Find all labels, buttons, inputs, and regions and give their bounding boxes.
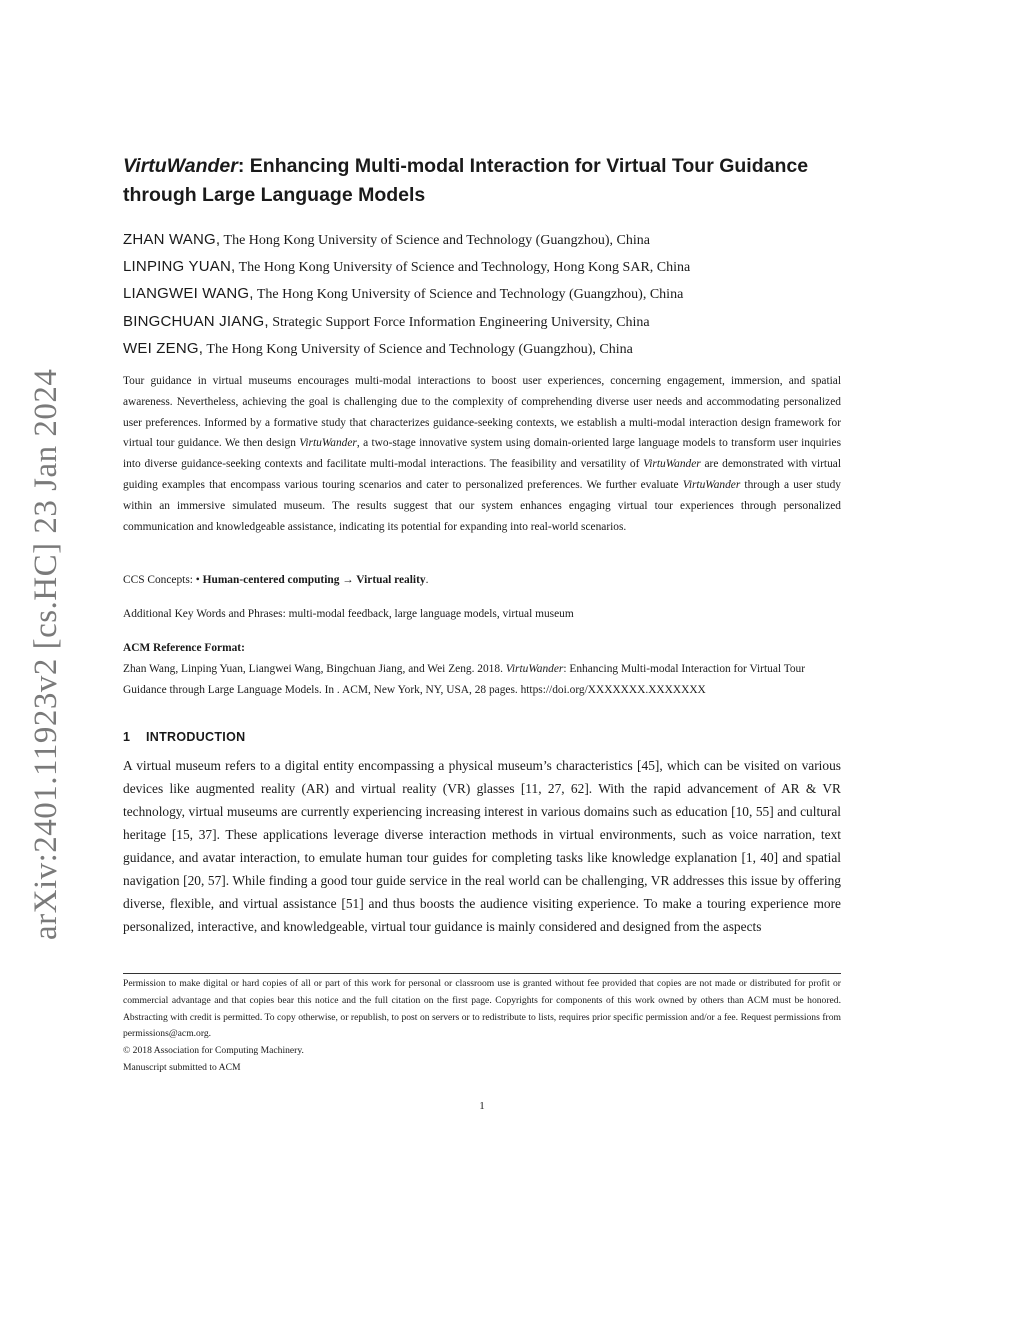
acm-reference-rest: : Enhancing Multi-modal Interaction for Virtual Tour Guidance through Large Language Models. In . ACM, New York, NY, USA, 28 pages. https://doi.org/XXXXXXX.XXXXXXX (123, 662, 806, 696)
author-affiliation: The Hong Kong University of Science and Technology (Guangzhou), China (220, 233, 650, 248)
ccs-end: . (425, 574, 429, 586)
author-affiliation: Strategic Support Force Information Engineering University, China (268, 314, 650, 330)
section-title: INTRODUCTION (146, 730, 246, 744)
abstract-text: are demonstrated with virtual guiding examples that encompass various touring scenarios and cater to personalized preferences. We further evaluate (123, 458, 841, 491)
ccs-concepts (123, 570, 841, 591)
abstract-paragraph (123, 371, 841, 537)
title-rest: : Enhancing Multi-modal Interaction for Virtual Tour Guidance through Large Language Models (123, 155, 809, 206)
section-heading-introduction (123, 727, 245, 747)
ccs-concept: Human-centered computing → Virtual reality (202, 574, 426, 586)
acm-reference-text (123, 659, 841, 701)
manuscript-notice: Manuscript submitted to ACM (123, 1061, 241, 1073)
abstract-text: through a user study within an immersive simulated museum. The results suggest that our system enhances engaging virtual tour experiences through personalized communication and knowledgeable assistance, indicating its potential for expanding into real-world scenarios. (123, 478, 841, 533)
author-name: LIANGWEI WANG, (123, 285, 254, 303)
author-name: ZHAN WANG, (123, 231, 221, 248)
author-entry (123, 253, 841, 280)
author-entry (123, 308, 841, 335)
author-name: LINPING YUAN, (123, 258, 236, 276)
ccs-label: CCS Concepts: • (123, 574, 203, 586)
author-affiliation: The Hong Kong University of Science and Technology (Guangzhou), China (203, 341, 633, 357)
acm-reference-system-name: VirtuWander (505, 662, 564, 675)
author-name: BINGCHUAN JIANG, (123, 312, 269, 330)
footnote-divider (123, 973, 841, 974)
abstract-system-name: VirtuWander (682, 478, 741, 491)
acm-reference-heading: ACM Reference Format: (123, 642, 245, 654)
footnote-block (123, 976, 841, 1077)
author-affiliation: The Hong Kong University of Science and Technology, Hong Kong SAR, China (235, 260, 691, 276)
acm-reference-format (123, 638, 841, 700)
section-number: 1 (123, 730, 131, 744)
author-list (123, 226, 841, 362)
abstract-system-name: VirtuWander (299, 437, 357, 450)
author-name: WEI ZENG, (123, 339, 204, 357)
arxiv-identifier-stamp: arXiv:2401.11923v2 [cs.HC] 23 Jan 2024 (28, 368, 64, 940)
author-entry (123, 335, 841, 362)
keywords: Additional Key Words and Phrases: multi-modal feedback, large language models, virtual museum (123, 608, 574, 620)
abstract-system-name: VirtuWander (643, 458, 701, 471)
abstract-text: , a two-stage innovative system using domain-oriented large language models to transform user inquiries into diverse guidance-seeking contexts and facilitate multi-modal interactions. The feasibility and versatility of (123, 437, 842, 471)
author-affiliation: The Hong Kong University of Science and Technology (Guangzhou), China (253, 287, 684, 303)
author-entry (123, 226, 841, 253)
body-paragraph: A virtual museum refers to a digital entity encompassing a physical museum’s characteristics [45], which can be visited on various devices like augmented reality (AR) and virtual reality (VR) glasses [11, 27, 62]. With the rapid advancement of AR & VR technology, virtual museums are currently experiencing increasing interest in various domains such as education [10, 55] and cultural heritage [15, 37]. These applications leverage diverse interaction methods in virtual environments, such as voice narration, text guidance, and avatar interaction, to emulate human tour guides for completing tasks like knowledge explanation [1, 40] and spatial navigation [20, 57]. While finding a good tour guide service in the real world can be challenging, VR addresses this issue by offering diverse, flexible, and virtual assistance [51] and thus boosts the audience visiting experience. To make a touring experience more personalized, interactive, and knowledgeable, virtual tour guidance is mainly considered and designed from the aspects (123, 758, 841, 934)
abstract-text: Tour guidance in virtual museums encourages multi-modal interactions to boost user experiences, concerning engagement, immersion, and spatial awareness. Nevertheless, achieving the goal is challenging due to the complexity of comprehending diverse user needs and accommodating personalized user preferences. Informed by a formative study that characterizes guidance-seeking contexts, we establish a multi-modal interaction design framework for virtual tour guidance. We then design (123, 375, 841, 450)
permission-notice: Permission to make digital or hard copies of all or part of this work for personal or classroom use is granted without fee provided that copies are not made or distributed for profit or commercial advantage and that copies bear this notice and the full citation on the first page. Copyrights for components of this work owned by others than ACM must be honored. Abstracting with credit is permitted. To copy otherwise, or republish, to post on servers or to redistribute to lists, requires prior specific permission and/or a fee. Request permissions from permissions@acm.org. (123, 978, 841, 1040)
author-entry (123, 280, 841, 307)
page-number: 1 (479, 1100, 485, 1112)
introduction-body (123, 754, 841, 938)
abstract (123, 371, 841, 537)
copyright-notice: © 2018 Association for Computing Machinery. (123, 1045, 304, 1057)
acm-reference-authors: Zhan Wang, Linping Yuan, Liangwei Wang, Bingchuan Jiang, and Wei Zeng. 2018. (123, 662, 506, 675)
title-system-name: VirtuWander (123, 155, 238, 177)
paper-title (123, 152, 841, 210)
